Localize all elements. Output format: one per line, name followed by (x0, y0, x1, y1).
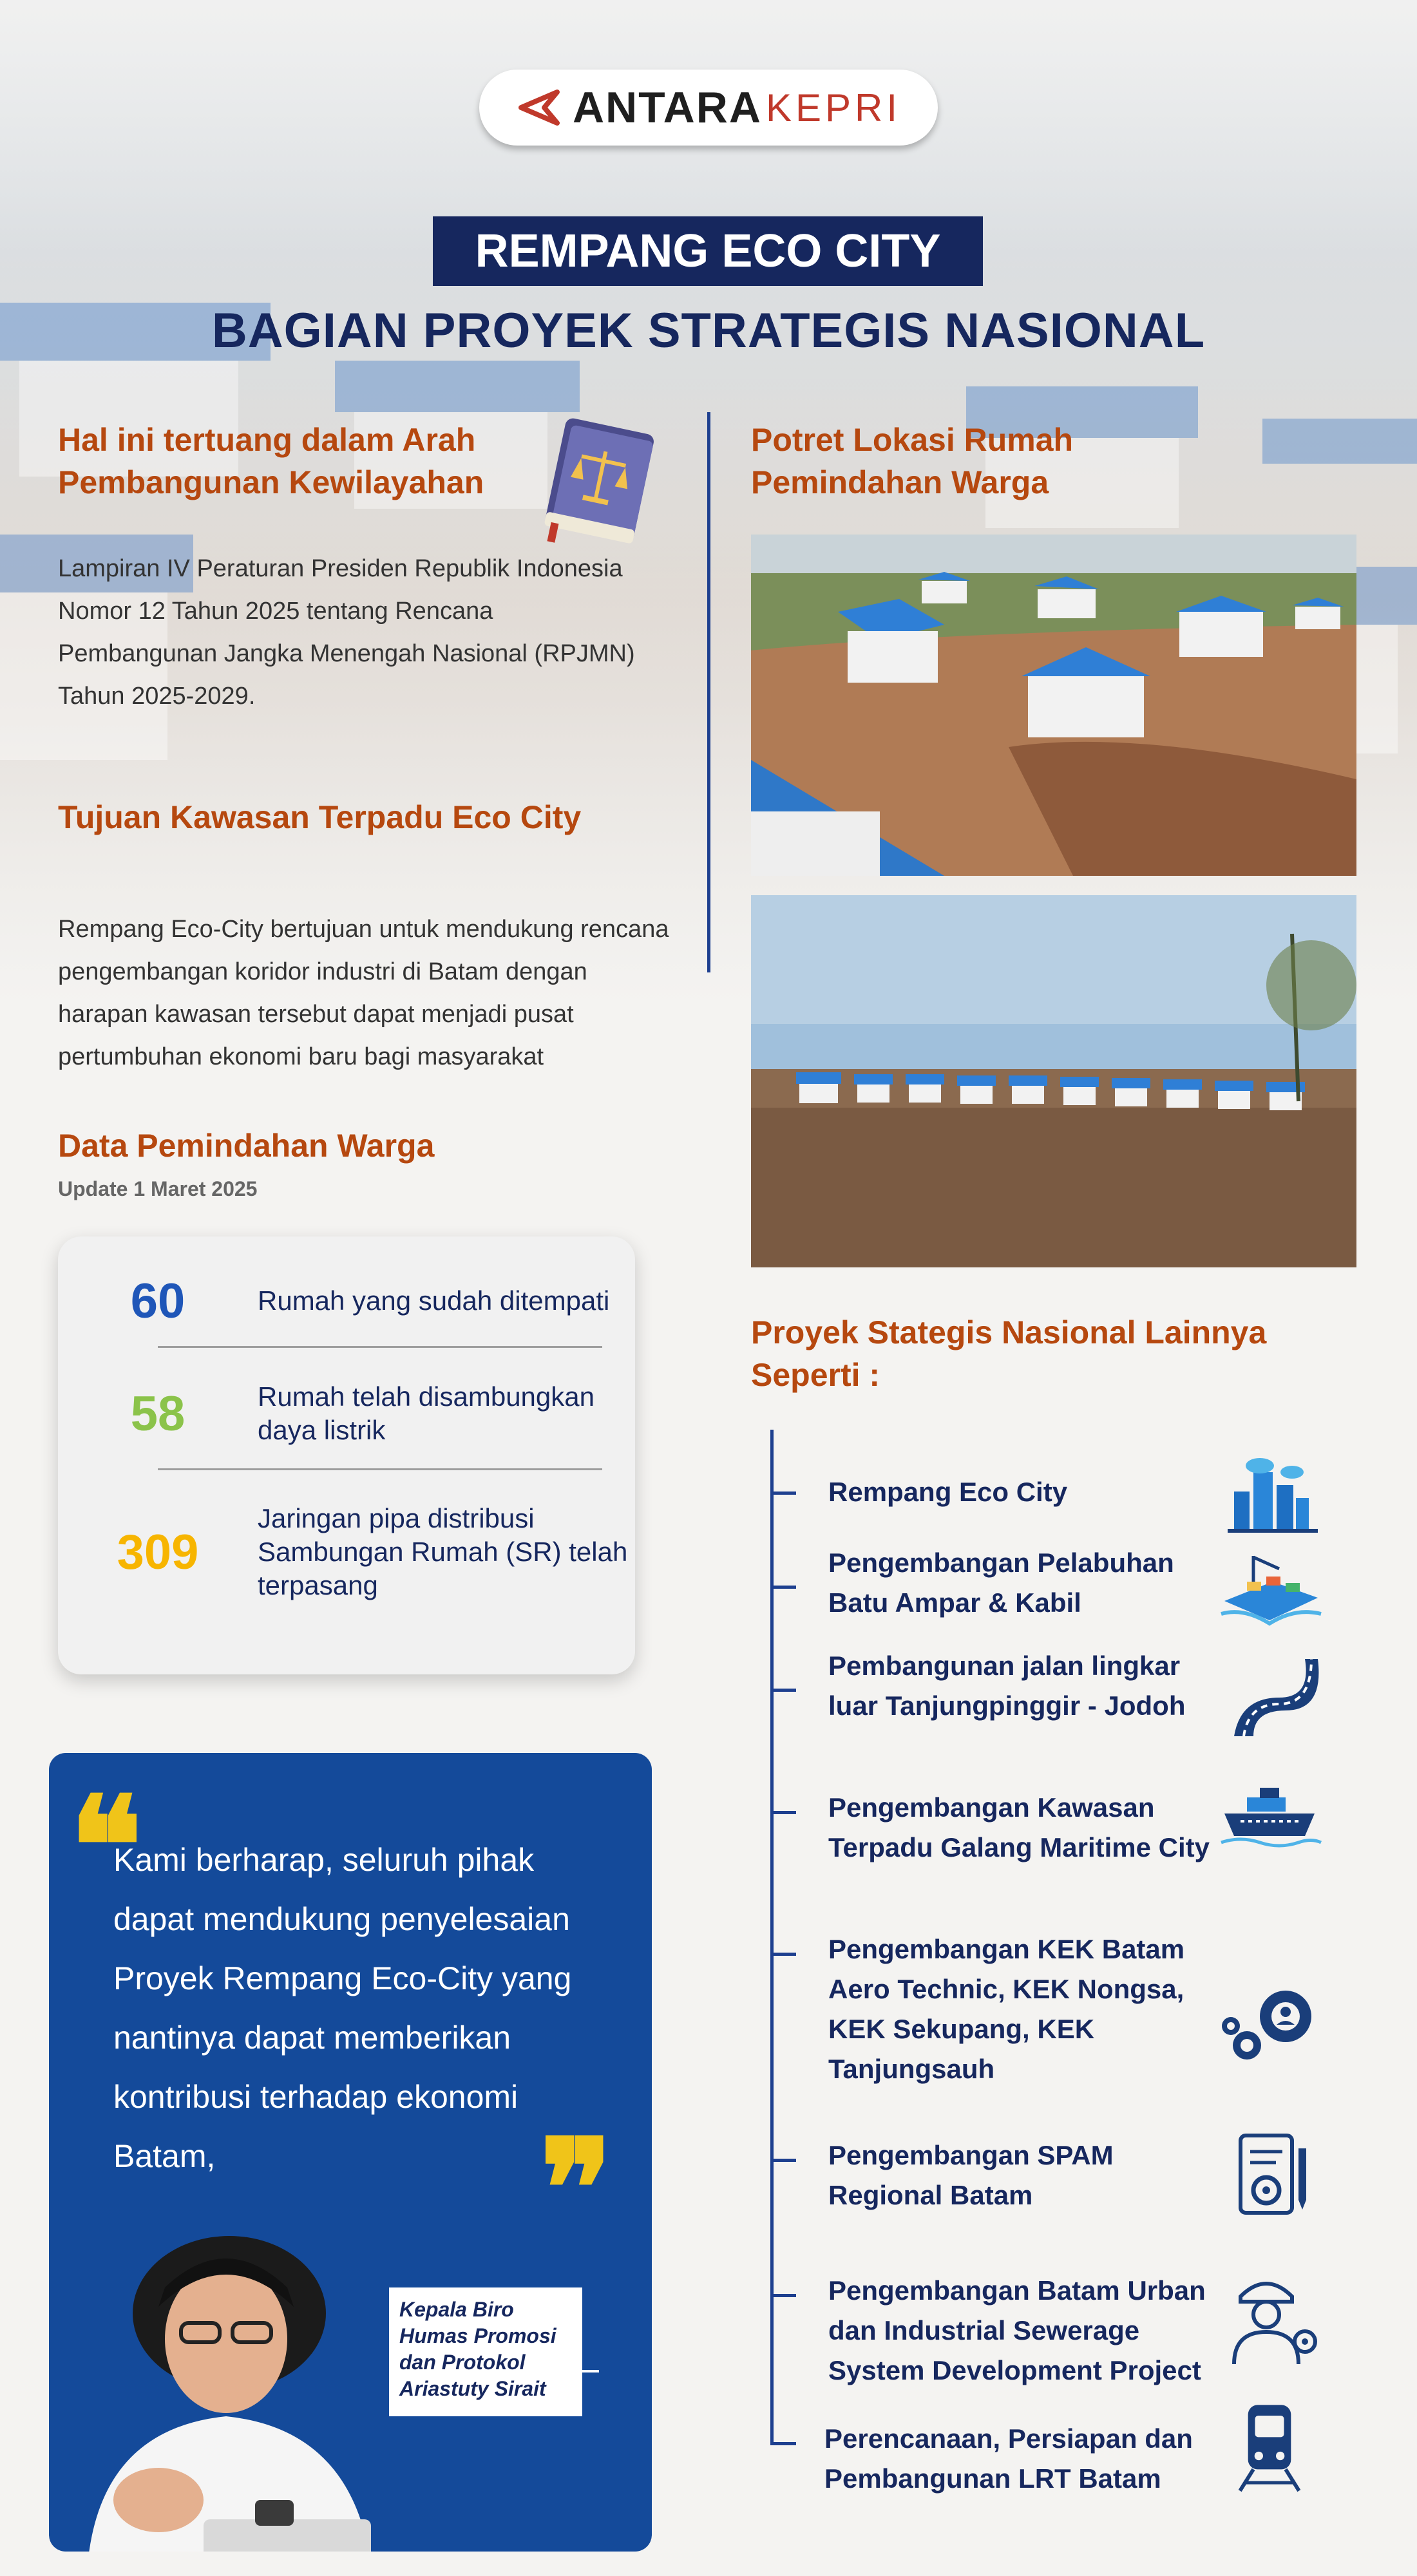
project-item (770, 1788, 1376, 1917)
stat-label: Jaringan pipa distribusi Sambungan Rumah (SR) telah terpasang (258, 1503, 628, 1600)
relocation-houses-photo-1 (751, 535, 1356, 876)
project-label: Pengembangan SPAM Regional Batam (828, 2140, 1114, 2210)
relocation-houses-photo-2 (751, 895, 1356, 1267)
quote-open-icon: ❝ (70, 1766, 142, 1926)
section-heading-potret: Potret Lokasi Rumah Pemindahan Warga (751, 422, 1074, 500)
timeline-tick (770, 2294, 796, 2297)
timeline-tick (770, 1953, 796, 1956)
project-item (770, 2271, 1376, 2400)
section-heading-arah-pembangunan: Hal ini tertuang dalam Arah Pembangunan Kewilayahan (58, 422, 484, 500)
stat-divider (158, 1346, 602, 1348)
timeline-tick (770, 1492, 796, 1495)
speaker-title-line3: dan Protokol (399, 2351, 526, 2374)
stat-label: Rumah yang sudah ditempati (258, 1285, 610, 1316)
project-label: Pembangunan jalan lingkar luar Tanjungpinggir - Jodoh (828, 1651, 1186, 1721)
project-item (770, 2136, 1376, 2232)
antara-logo-icon (516, 88, 561, 127)
antara-kepri-logo (479, 70, 938, 146)
engineer-icon (1215, 2271, 1324, 2367)
train-icon (1215, 2400, 1324, 2496)
stat-row (58, 1488, 635, 1616)
section-text-lampiran: Lampiran IV Peraturan Presiden Republik Indonesia Nomor 12 Tahun 2025 tentang Rencana Pembangunan Jangka Menengah Nasional (RPJMN) Tahun 2025-2029. (58, 555, 635, 710)
project-label: Pengembangan KEK Batam Aero Technic, KEK Nongsa, KEK Sekupang, KEK Tanjungsauh (828, 1934, 1185, 2084)
gears-people-icon (1215, 1981, 1324, 2078)
caption-accent-line (551, 2370, 599, 2372)
stat-label: Rumah telah disambungkan daya listrik (258, 1381, 594, 1445)
timeline-tick (770, 1586, 796, 1589)
timeline-tick (770, 2442, 796, 2445)
project-label: Pengembangan Batam Urban dan Industrial Sewerage System Development Project (828, 2275, 1206, 2385)
section-heading-tujuan: Tujuan Kawasan Terpadu Eco City (58, 799, 582, 835)
ship-icon (1215, 1768, 1324, 1865)
timeline-tick (770, 1689, 796, 1692)
stat-divider (158, 1468, 602, 1470)
project-item (770, 1929, 1376, 2097)
project-item (770, 1543, 1376, 1640)
section-text-tujuan: Rempang Eco-City bertujuan untuk mendukung rencana pengembangan koridor industri di Batam dengan harapan kawasan tersebut dapat menjadi pusat pertumbuhan ekonomi baru bagi masyarakat (58, 916, 669, 1070)
quote-close-icon: ❞ (540, 2109, 613, 2268)
update-date: Update 1 Maret 2025 (58, 1177, 258, 1200)
quote-text: Kami berharap, seluruh pihak dapat mendukung penyelesaian Proyek Rempang Eco-City yang nantinya dapat memberikan kontribusi terhadap ekonomi Batam, (113, 1842, 572, 2174)
stats-card (58, 1236, 635, 1674)
speaker-caption (389, 2287, 582, 2416)
stat-value: 58 (130, 1386, 185, 1441)
city-icon (1215, 1446, 1324, 1543)
column-divider (707, 412, 710, 972)
project-label: Pengembangan Kawasan Terpadu Galang Maritime City (828, 1792, 1210, 1862)
stat-row (58, 1262, 635, 1340)
quote-card (49, 1753, 652, 2552)
road-icon (1215, 1646, 1324, 1743)
speaker-name: Ariastuty Sirait (399, 2377, 546, 2400)
page-title: REMPANG ECO CITY (433, 216, 983, 286)
logo-kepri-text: KEPRI (765, 86, 902, 129)
document-gear-icon (1215, 2129, 1324, 2226)
stat-value: 309 (117, 1524, 199, 1580)
speaker-title-line2: Humas Promosi (399, 2324, 556, 2347)
port-icon (1215, 1543, 1324, 1640)
timeline-tick (770, 2159, 796, 2162)
project-item (770, 1646, 1376, 1743)
project-label: Pengembangan Pelabuhan Batu Ampar & Kabil (828, 1548, 1174, 1618)
law-book-icon (535, 412, 663, 554)
speaker-title-line1: Kepala Biro (399, 2298, 514, 2321)
page-subtitle: BAGIAN PROYEK STRATEGIS NASIONAL (211, 303, 1206, 358)
logo-antara-text: ANTARA (572, 83, 762, 132)
timeline-tick (770, 1811, 796, 1814)
project-label: Rempang Eco City (828, 1477, 1068, 1507)
project-item (770, 2419, 1376, 2522)
section-heading-proyek-lainnya: Proyek Stategis Nasional Lainnya Seperti : (751, 1314, 1267, 1393)
stat-row (58, 1365, 635, 1462)
section-heading-data-pemindahan: Data Pemindahan Warga (58, 1128, 435, 1164)
stat-value: 60 (130, 1273, 185, 1329)
project-label: Perencanaan, Persiapan dan Pembangunan LRT Batam (824, 2423, 1193, 2494)
